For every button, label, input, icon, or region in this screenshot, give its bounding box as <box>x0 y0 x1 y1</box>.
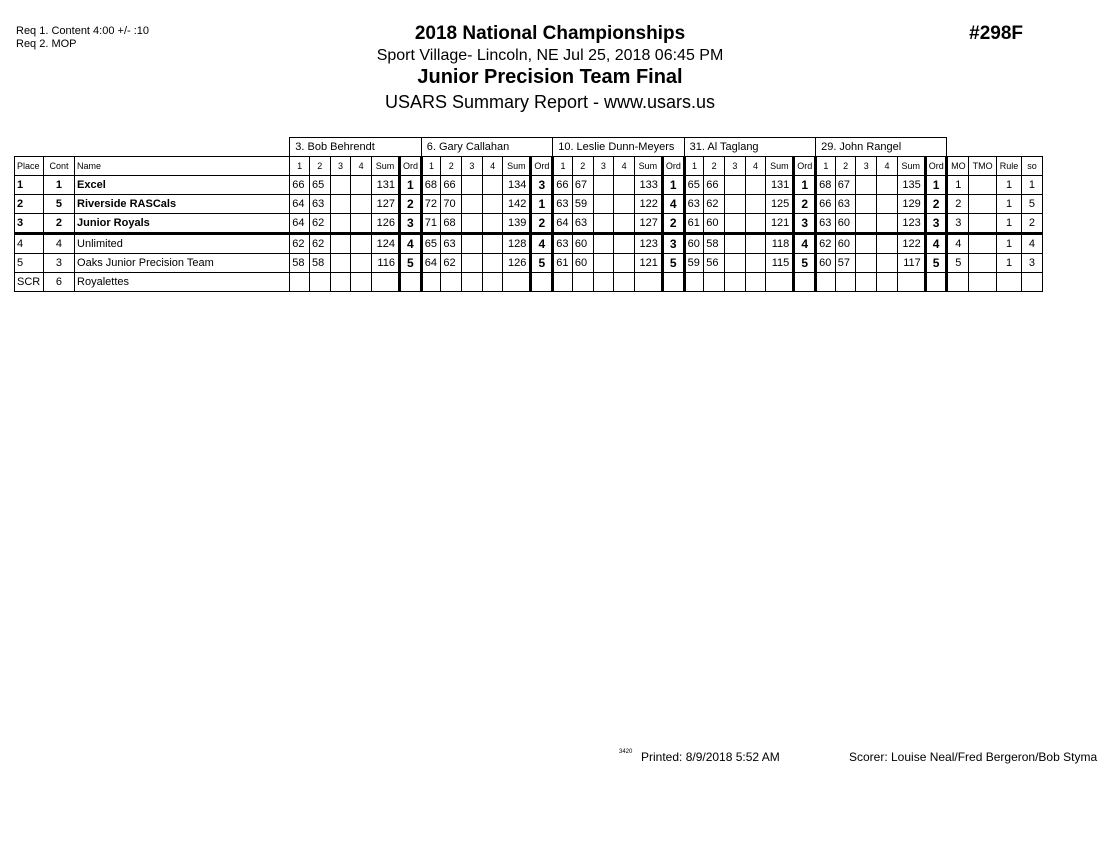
judge-ordinal-cell: 3 <box>794 214 816 234</box>
judge-score-cell <box>704 273 725 292</box>
judge-sum-cell: 129 <box>897 195 925 214</box>
judge-score-cell <box>482 214 503 234</box>
report-header <box>250 22 850 114</box>
mo-cell: 1 <box>947 176 969 195</box>
tmo-cell <box>969 214 997 234</box>
judge-score-cell: 62 <box>441 254 462 273</box>
col-header-judge-ord: Ord <box>794 157 816 176</box>
col-header-judge-score: 4 <box>482 157 503 176</box>
col-header-judge-sum: Sum <box>897 157 925 176</box>
judge-header-spacer <box>15 138 290 157</box>
judge-score-cell <box>745 234 766 254</box>
contestant-number-cell: 1 <box>43 176 74 195</box>
contestant-number-cell: 3 <box>43 254 74 273</box>
judge-score-cell <box>856 273 877 292</box>
championship-title: 2018 National Championships <box>414 23 686 44</box>
judge-ordinal-cell: 2 <box>794 195 816 214</box>
judge-sum-cell: 126 <box>372 214 400 234</box>
judge-score-cell: 72 <box>421 195 441 214</box>
judge-sum-cell <box>503 273 531 292</box>
col-header-judge-sum: Sum <box>503 157 531 176</box>
judge-score-cell <box>745 214 766 234</box>
judge-score-cell: 70 <box>441 195 462 214</box>
col-header-judge-score: 4 <box>614 157 635 176</box>
col-header-judge-sum: Sum <box>372 157 400 176</box>
judge-sum-cell <box>897 273 925 292</box>
judge-score-cell: 67 <box>835 176 856 195</box>
judge-score-cell: 60 <box>684 234 704 254</box>
judge-sum-cell: 128 <box>503 234 531 254</box>
judge-score-cell: 60 <box>572 234 593 254</box>
judge-score-cell <box>684 273 704 292</box>
judge-score-cell: 63 <box>553 195 573 214</box>
tmo-cell <box>969 273 997 292</box>
judge-score-cell <box>745 195 766 214</box>
judge-ordinal-cell: 2 <box>399 195 421 214</box>
judge-score-cell <box>482 273 503 292</box>
judge-score-cell <box>856 234 877 254</box>
team-row <box>15 176 1043 195</box>
col-header-judge-score: 4 <box>745 157 766 176</box>
tmo-cell <box>969 176 997 195</box>
rule-cell: 1 <box>997 195 1022 214</box>
judge-score-cell: 64 <box>290 214 310 234</box>
judge-sum-cell: 142 <box>503 195 531 214</box>
col-header-judge-ord: Ord <box>531 157 553 176</box>
event-code: #298F <box>969 23 1023 44</box>
judge-score-cell: 66 <box>816 195 836 214</box>
rule-cell: 1 <box>997 254 1022 273</box>
contestant-number-cell: 2 <box>43 214 74 234</box>
judge-score-cell <box>351 254 372 273</box>
judge-ordinal-cell <box>399 273 421 292</box>
judge-score-cell: 62 <box>309 234 330 254</box>
judge-ordinal-cell: 3 <box>531 176 553 195</box>
rule-cell: 1 <box>997 176 1022 195</box>
judge-score-cell <box>593 214 614 234</box>
judge-sum-cell: 127 <box>372 195 400 214</box>
judge-sum-cell: 123 <box>634 234 662 254</box>
place-cell: SCR <box>15 273 44 292</box>
judge-score-cell <box>745 176 766 195</box>
tmo-cell <box>969 234 997 254</box>
so-cell <box>1021 273 1042 292</box>
judge-ordinal-cell <box>662 273 684 292</box>
mo-cell: 2 <box>947 195 969 214</box>
judge-score-cell: 63 <box>553 234 573 254</box>
judge-score-cell <box>593 254 614 273</box>
judge-sum-cell <box>766 273 794 292</box>
judge-score-cell <box>462 214 483 234</box>
judge-score-cell: 65 <box>309 176 330 195</box>
judge-score-cell <box>351 273 372 292</box>
judge-score-cell <box>614 176 635 195</box>
col-header-judge-score: 3 <box>856 157 877 176</box>
rule-cell: 1 <box>997 234 1022 254</box>
judge-score-cell <box>835 273 856 292</box>
team-row <box>15 234 1043 254</box>
judge-score-cell <box>724 195 745 214</box>
judge-score-cell: 60 <box>835 214 856 234</box>
judge-score-cell <box>877 195 898 214</box>
scorer-names: Scorer: Louise Neal/Fred Bergeron/Bob Styma <box>849 750 1098 764</box>
judge-score-cell <box>482 234 503 254</box>
judge-score-cell: 64 <box>421 254 441 273</box>
judge-score-cell: 61 <box>553 254 573 273</box>
judge-sum-cell: 133 <box>634 176 662 195</box>
judge-score-cell <box>330 176 351 195</box>
requirement-2: Req 2. MOP <box>16 38 77 50</box>
judge-score-cell <box>724 176 745 195</box>
team-row <box>15 214 1043 234</box>
judge-score-cell: 60 <box>816 254 836 273</box>
rule-cell <box>997 273 1022 292</box>
judge-score-cell: 66 <box>553 176 573 195</box>
so-cell: 5 <box>1021 195 1042 214</box>
judge-score-cell <box>593 176 614 195</box>
judge-score-cell: 66 <box>704 176 725 195</box>
col-header-judge-score: 2 <box>835 157 856 176</box>
judge-score-cell: 61 <box>684 214 704 234</box>
rule-cell: 1 <box>997 214 1022 234</box>
judge-score-cell <box>462 195 483 214</box>
judge-score-cell <box>330 214 351 234</box>
judge-score-cell <box>482 195 503 214</box>
judge-score-cell: 66 <box>290 176 310 195</box>
col-header-tmo: TMO <box>969 157 997 176</box>
judge-ordinal-cell: 1 <box>794 176 816 195</box>
judge-score-cell <box>330 254 351 273</box>
judge-score-cell <box>745 273 766 292</box>
judge-score-cell <box>877 176 898 195</box>
col-header-judge-score: 1 <box>553 157 573 176</box>
judge-ordinal-cell: 4 <box>925 234 947 254</box>
requirement-1: Req 1. Content 4:00 +/- :10 <box>16 25 150 37</box>
judge-sum-cell: 122 <box>897 234 925 254</box>
judge-name: 3. Bob Behrendt <box>290 138 421 157</box>
venue-datetime: Sport Village- Lincoln, NE Jul 25, 2018 06:45 PM <box>376 47 724 64</box>
judge-score-cell <box>877 234 898 254</box>
judge-ordinal-cell: 4 <box>531 234 553 254</box>
judge-score-cell <box>614 214 635 234</box>
judge-ordinal-cell <box>794 273 816 292</box>
judge-ordinal-cell: 2 <box>531 214 553 234</box>
mo-cell: 5 <box>947 254 969 273</box>
judge-score-cell <box>462 234 483 254</box>
team-name-cell: Riverside RASCals <box>75 195 290 214</box>
judge-header-spacer-right <box>947 138 1043 157</box>
judge-score-cell: 56 <box>704 254 725 273</box>
judge-ordinal-cell: 5 <box>399 254 421 273</box>
judge-score-cell <box>482 254 503 273</box>
col-header-rule: Rule <box>997 157 1022 176</box>
judge-name: 10. Leslie Dunn-Meyers <box>553 138 684 157</box>
judge-score-cell <box>877 273 898 292</box>
col-header-judge-score: 1 <box>684 157 704 176</box>
judge-score-cell <box>614 195 635 214</box>
judge-score-cell: 71 <box>421 214 441 234</box>
judge-score-cell: 68 <box>421 176 441 195</box>
so-cell: 1 <box>1021 176 1042 195</box>
judge-score-cell: 63 <box>835 195 856 214</box>
judge-score-cell <box>351 234 372 254</box>
judge-score-cell <box>816 273 836 292</box>
judge-score-cell <box>593 273 614 292</box>
col-header-judge-score: 3 <box>462 157 483 176</box>
judge-sum-cell: 121 <box>634 254 662 273</box>
judge-sum-cell: 118 <box>766 234 794 254</box>
judge-score-cell: 63 <box>684 195 704 214</box>
col-header-judge-sum: Sum <box>766 157 794 176</box>
judge-score-cell <box>724 214 745 234</box>
place-cell: 1 <box>15 176 44 195</box>
judge-score-cell <box>351 214 372 234</box>
col-header-cont: Cont <box>43 157 74 176</box>
judge-sum-cell: 123 <box>897 214 925 234</box>
judge-sum-cell: 122 <box>634 195 662 214</box>
judge-ordinal-cell: 5 <box>531 254 553 273</box>
col-header-place: Place <box>15 157 44 176</box>
footer-marker: 3420 <box>619 749 633 755</box>
col-header-judge-score: 2 <box>441 157 462 176</box>
judge-ordinal-cell: 3 <box>662 234 684 254</box>
judge-score-cell: 68 <box>441 214 462 234</box>
team-name-cell: Royalettes <box>75 273 290 292</box>
judge-ordinal-cell: 2 <box>925 195 947 214</box>
judge-score-cell <box>614 273 635 292</box>
scores-table <box>14 137 1043 292</box>
contestant-number-cell: 4 <box>43 234 74 254</box>
judge-score-cell <box>290 273 310 292</box>
judge-sum-cell: 134 <box>503 176 531 195</box>
judge-score-cell: 67 <box>572 176 593 195</box>
judge-score-cell <box>351 176 372 195</box>
mo-cell: 4 <box>947 234 969 254</box>
judge-ordinal-cell: 5 <box>662 254 684 273</box>
judge-name: 6. Gary Callahan <box>421 138 552 157</box>
col-header-judge-score: 2 <box>704 157 725 176</box>
judge-score-cell <box>330 234 351 254</box>
judge-score-cell <box>724 254 745 273</box>
tmo-cell <box>969 195 997 214</box>
judge-score-cell <box>614 234 635 254</box>
col-header-judge-sum: Sum <box>634 157 662 176</box>
mo-cell <box>947 273 969 292</box>
col-header-so: so <box>1021 157 1042 176</box>
judge-score-cell <box>877 254 898 273</box>
judge-sum-cell <box>372 273 400 292</box>
judge-score-cell <box>724 273 745 292</box>
judge-score-cell <box>462 254 483 273</box>
so-cell: 3 <box>1021 254 1042 273</box>
judge-score-cell <box>330 195 351 214</box>
judge-score-cell: 60 <box>572 254 593 273</box>
team-name-cell: Excel <box>75 176 290 195</box>
judge-name: 31. Al Taglang <box>684 138 815 157</box>
judge-name: 29. John Rangel <box>816 138 947 157</box>
judge-score-cell: 62 <box>290 234 310 254</box>
judge-sum-cell: 124 <box>372 234 400 254</box>
col-header-judge-ord: Ord <box>925 157 947 176</box>
judge-ordinal-cell <box>531 273 553 292</box>
col-header-judge-score: 1 <box>421 157 441 176</box>
judge-score-cell <box>421 273 441 292</box>
judge-score-cell: 59 <box>684 254 704 273</box>
tmo-cell <box>969 254 997 273</box>
judge-ordinal-cell: 1 <box>531 195 553 214</box>
place-cell: 2 <box>15 195 44 214</box>
col-header-judge-score: 4 <box>351 157 372 176</box>
judge-score-cell: 66 <box>441 176 462 195</box>
judge-ordinal-cell: 1 <box>925 176 947 195</box>
mo-cell: 3 <box>947 214 969 234</box>
judge-sum-cell: 116 <box>372 254 400 273</box>
judge-score-cell <box>856 195 877 214</box>
judge-sum-cell: 125 <box>766 195 794 214</box>
judge-score-cell <box>724 234 745 254</box>
judge-score-cell <box>572 273 593 292</box>
judge-sum-cell: 139 <box>503 214 531 234</box>
judge-score-cell: 60 <box>835 234 856 254</box>
col-header-mo: MO <box>947 157 969 176</box>
judge-ordinal-cell: 4 <box>662 195 684 214</box>
place-cell: 5 <box>15 254 44 273</box>
col-header-judge-score: 1 <box>816 157 836 176</box>
judge-ordinal-cell: 5 <box>794 254 816 273</box>
judge-ordinal-cell <box>925 273 947 292</box>
judge-score-cell: 63 <box>309 195 330 214</box>
col-header-judge-score: 3 <box>724 157 745 176</box>
judge-score-cell: 68 <box>816 176 836 195</box>
printed-timestamp: Printed: 8/9/2018 5:52 AM <box>641 750 780 764</box>
col-header-name: Name <box>75 157 290 176</box>
judge-score-cell <box>856 254 877 273</box>
judge-score-cell <box>351 195 372 214</box>
judge-sum-cell: 131 <box>372 176 400 195</box>
judge-score-cell: 62 <box>704 195 725 214</box>
judge-score-cell <box>309 273 330 292</box>
judge-score-cell <box>462 273 483 292</box>
column-header-row <box>15 157 1043 176</box>
judge-sum-cell <box>634 273 662 292</box>
team-row <box>15 195 1043 214</box>
judge-score-cell: 60 <box>704 214 725 234</box>
judge-score-cell <box>593 234 614 254</box>
judge-score-cell: 59 <box>572 195 593 214</box>
col-header-judge-score: 3 <box>330 157 351 176</box>
judge-score-cell <box>553 273 573 292</box>
team-row <box>15 273 1043 292</box>
judge-score-cell: 64 <box>553 214 573 234</box>
judge-score-cell <box>462 176 483 195</box>
team-name-cell: Oaks Junior Precision Team <box>75 254 290 273</box>
judge-score-cell: 58 <box>704 234 725 254</box>
judge-ordinal-cell: 4 <box>794 234 816 254</box>
so-cell: 4 <box>1021 234 1042 254</box>
judge-ordinal-cell: 2 <box>662 214 684 234</box>
judge-score-cell <box>877 214 898 234</box>
contestant-number-cell: 5 <box>43 195 74 214</box>
judge-sum-cell: 117 <box>897 254 925 273</box>
judge-score-cell: 58 <box>290 254 310 273</box>
judge-score-cell: 58 <box>309 254 330 273</box>
judge-score-cell: 65 <box>684 176 704 195</box>
judge-score-cell <box>856 176 877 195</box>
contestant-number-cell: 6 <box>43 273 74 292</box>
place-cell: 4 <box>15 234 44 254</box>
judge-ordinal-cell: 1 <box>399 176 421 195</box>
judge-score-cell <box>614 254 635 273</box>
judge-score-cell: 63 <box>441 234 462 254</box>
judge-ordinal-cell: 3 <box>925 214 947 234</box>
judge-score-cell: 57 <box>835 254 856 273</box>
judge-sum-cell: 126 <box>503 254 531 273</box>
col-header-judge-score: 1 <box>290 157 310 176</box>
judge-score-cell: 63 <box>816 214 836 234</box>
judge-ordinal-cell: 3 <box>399 214 421 234</box>
judge-sum-cell: 115 <box>766 254 794 273</box>
col-header-judge-score: 2 <box>309 157 330 176</box>
team-name-cell: Junior Royals <box>75 214 290 234</box>
judge-score-cell <box>441 273 462 292</box>
team-name-cell: Unlimited <box>75 234 290 254</box>
judge-header-row <box>15 138 1043 157</box>
judge-score-cell <box>330 273 351 292</box>
judge-sum-cell: 127 <box>634 214 662 234</box>
judge-score-cell: 65 <box>421 234 441 254</box>
col-header-judge-score: 3 <box>593 157 614 176</box>
judge-score-cell: 64 <box>290 195 310 214</box>
judge-sum-cell: 121 <box>766 214 794 234</box>
judge-score-cell <box>482 176 503 195</box>
judge-score-cell: 62 <box>816 234 836 254</box>
col-header-judge-ord: Ord <box>662 157 684 176</box>
judge-ordinal-cell: 5 <box>925 254 947 273</box>
requirements <box>16 25 149 51</box>
report-subtitle: USARS Summary Report - www.usars.us <box>384 92 716 112</box>
so-cell: 2 <box>1021 214 1042 234</box>
judge-ordinal-cell: 4 <box>399 234 421 254</box>
col-header-judge-score: 4 <box>877 157 898 176</box>
judge-sum-cell: 131 <box>766 176 794 195</box>
event-title: Junior Precision Team Final <box>417 66 683 88</box>
col-header-judge-score: 2 <box>572 157 593 176</box>
place-cell: 3 <box>15 214 44 234</box>
judge-score-cell <box>745 254 766 273</box>
judge-score-cell <box>856 214 877 234</box>
judge-score-cell: 63 <box>572 214 593 234</box>
judge-sum-cell: 135 <box>897 176 925 195</box>
team-row <box>15 254 1043 273</box>
col-header-judge-ord: Ord <box>399 157 421 176</box>
judge-ordinal-cell: 1 <box>662 176 684 195</box>
judge-score-cell: 62 <box>309 214 330 234</box>
judge-score-cell <box>593 195 614 214</box>
